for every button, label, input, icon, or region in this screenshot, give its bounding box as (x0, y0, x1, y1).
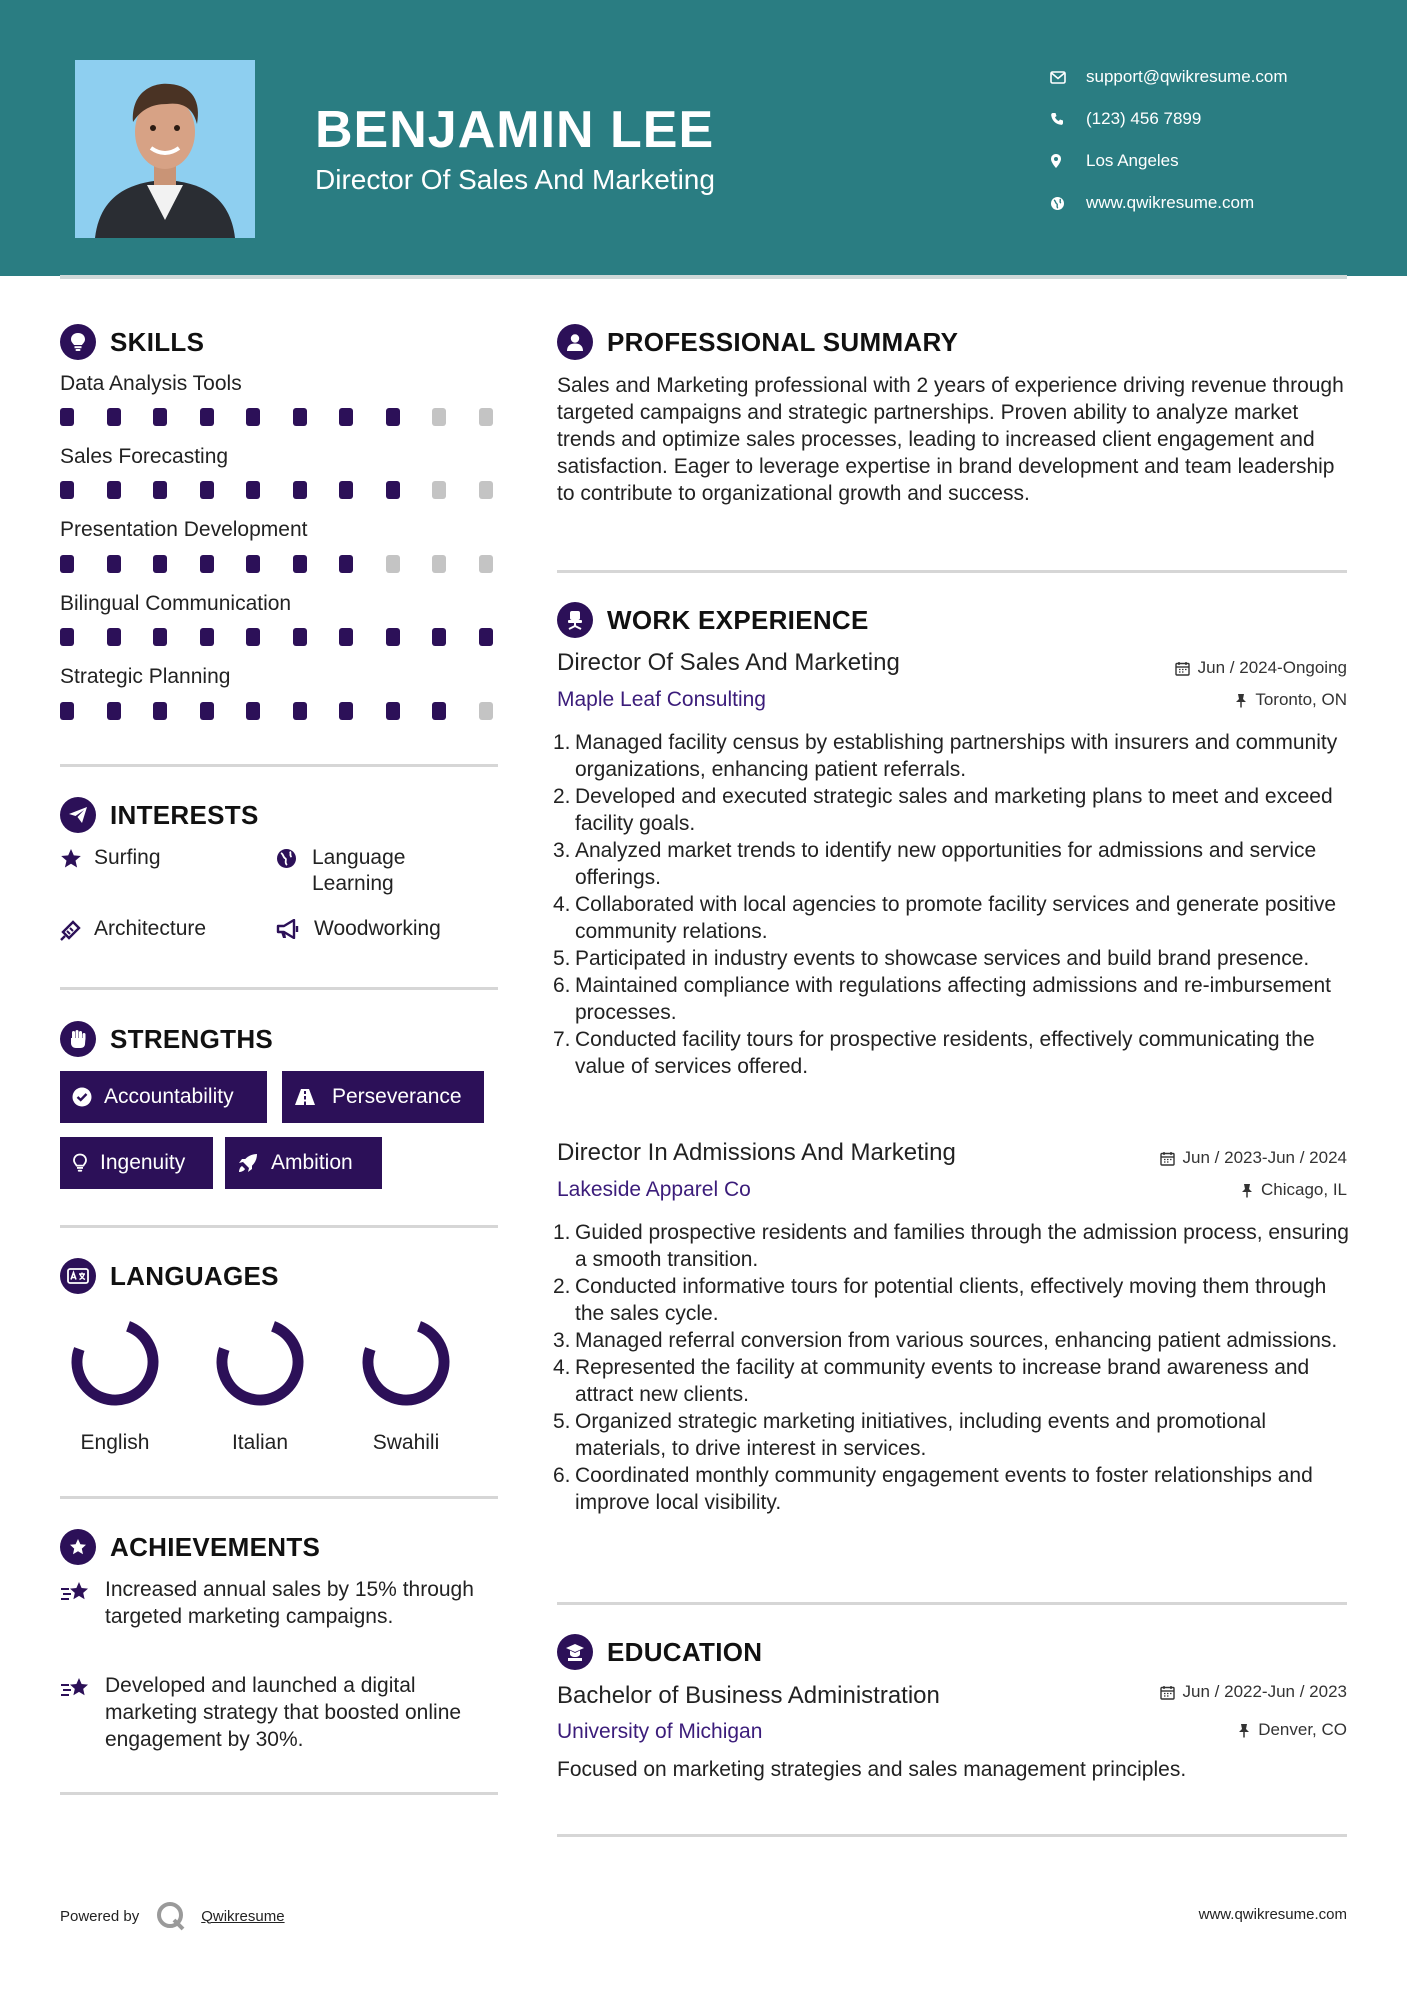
achievement-text: Increased annual sales by 15% through targeted marketing campaigns. (105, 1578, 474, 1628)
drafting-icon (60, 916, 94, 941)
contact-website-text: www.qwikresume.com (1086, 193, 1255, 212)
job-location (1235, 690, 1347, 710)
language-level-ring (60, 1312, 170, 1412)
education-location (1238, 1720, 1347, 1740)
skill-dot (339, 481, 353, 499)
contact-location (1050, 140, 1288, 182)
fist-icon (60, 1021, 96, 1057)
skill-dot (153, 481, 167, 499)
skill-dot (60, 408, 74, 426)
strengths-heading (60, 1021, 273, 1057)
contact-list (1050, 56, 1288, 224)
skill-dot (432, 481, 446, 499)
star-badge-icon (60, 1529, 96, 1565)
skill-dot (432, 555, 446, 573)
bullet-item: 5. Participated in industry events to showcase services and build brand presence. (553, 947, 1310, 970)
lightbulb-icon (60, 324, 96, 360)
education-dates-text: Jun / 2022-Jun / 2023 (1182, 1682, 1347, 1701)
summary-heading (557, 324, 958, 360)
bullet-text: Organized strategic marketing initiatives, including events and promotional materials, to drive interest in services. (575, 1410, 1267, 1460)
skill-dot (246, 555, 260, 573)
skill-dot (386, 408, 400, 426)
skill-dot (246, 408, 260, 426)
skill-dot (246, 628, 260, 646)
skill-dot (339, 555, 353, 573)
qwikresume-link[interactable]: Qwikresume (201, 1907, 285, 1925)
skill-dot (293, 702, 307, 720)
bullet-text: Guided prospective residents and families through the admission process, ensuring a smooth transition. (575, 1221, 1349, 1271)
bullet-text: Conducted facility tours for prospective residents, effectively communicating the value of services offered. (575, 1028, 1315, 1078)
bullet-item: 4. Collaborated with local agencies to promote facility services and generate positive community relations. (553, 893, 1337, 943)
calendar-icon (1160, 1151, 1175, 1166)
bullet-text: Maintained compliance with regulations affecting admissions and re-imbursement processes. (575, 974, 1331, 1024)
skill-rating (60, 702, 500, 720)
bullet-text: Participated in industry events to showcase services and build brand presence. (575, 947, 1310, 970)
skill-rating (60, 408, 500, 426)
globe-icon (1050, 196, 1086, 211)
skill-dot (339, 408, 353, 426)
experience-title: WORK EXPERIENCE (607, 604, 869, 635)
section-divider (557, 570, 1347, 573)
job-location (1241, 1180, 1347, 1200)
skill-rating (60, 555, 500, 573)
resume-header (0, 0, 1407, 276)
globe-icon (276, 845, 312, 869)
skill-dot (60, 702, 74, 720)
skill-dot (479, 702, 493, 720)
interests-heading (60, 797, 259, 833)
contact-website[interactable] (1050, 182, 1288, 224)
skill-dot (153, 702, 167, 720)
interest-item (276, 916, 441, 942)
summary-title: PROFESSIONAL SUMMARY (607, 326, 959, 357)
section-divider (60, 987, 498, 990)
skill-dot (153, 628, 167, 646)
strength-badge (60, 1137, 213, 1189)
skill-dot (246, 481, 260, 499)
calendar-icon (1175, 661, 1190, 676)
skill-dot (386, 628, 400, 646)
skill-dot (200, 555, 214, 573)
skill-dot (153, 555, 167, 573)
skill-dot (293, 555, 307, 573)
bullet-item: 3. Managed referral conversion from various sources, enhancing patient admissions. (553, 1329, 1338, 1352)
languages-title: LANGUAGES (110, 1260, 279, 1291)
language-level-arc (77, 1326, 153, 1400)
job-dates-text: Jun / 2023-Jun / 2024 (1182, 1148, 1347, 1167)
check-circle-icon (72, 1087, 92, 1107)
skill-dot (107, 481, 121, 499)
strengths-title: STRENGTHS (110, 1023, 274, 1054)
interest-item (60, 845, 161, 871)
achievement-text: Developed and launched a digital marketing strategy that boosted online engagement by 30%. (105, 1674, 462, 1751)
skill-dot (293, 408, 307, 426)
calendar-icon (1160, 1685, 1175, 1700)
interests-title: INTERESTS (110, 799, 259, 830)
bullet-text: Collaborated with local agencies to promote facility services and generate positive community relations. (575, 893, 1337, 943)
shooting-star-icon (60, 1672, 105, 1753)
bullet-item: 3. Analyzed market trends to identify new opportunities for admissions and service offerings. (553, 839, 1317, 889)
shooting-star-icon (60, 1576, 105, 1630)
bullet-item: 2. Conducted informative tours for potential clients, effectively moving them through the sales cycle. (553, 1275, 1327, 1325)
skill-dot (200, 702, 214, 720)
job-location-text: Toronto, ON (1255, 690, 1347, 709)
user-icon (557, 324, 593, 360)
skill-dot (339, 702, 353, 720)
interest-label: Architecture (94, 917, 207, 940)
skill-name: Data Analysis Tools (60, 372, 242, 395)
education-dates (1160, 1682, 1347, 1702)
bullet-item: 6. Coordinated monthly community engagement events to foster relationships and improve local visibility. (553, 1464, 1313, 1514)
section-divider (557, 1834, 1347, 1837)
experience-heading (557, 602, 869, 638)
candidate-name: BENJAMIN LEE (315, 101, 715, 159)
skill-name: Presentation Development (60, 518, 308, 541)
skills-title: SKILLS (110, 326, 205, 357)
bullet-text: Analyzed market trends to identify new opportunities for admissions and service offerings. (575, 839, 1317, 889)
skill-dot (339, 628, 353, 646)
strength-label: Ambition (271, 1151, 353, 1174)
skill-dot (432, 628, 446, 646)
interest-item (276, 845, 476, 897)
achievement-item (60, 1672, 500, 1753)
skill-rating (60, 628, 500, 646)
achievements-title: ACHIEVEMENTS (110, 1531, 321, 1562)
bullet-item: 5. Organized strategic marketing initiatives, including events and promotional materials, to drive interest in services. (553, 1410, 1267, 1460)
job-title: Director Of Sales And Marketing (557, 649, 900, 676)
skill-dot (107, 555, 121, 573)
skill-dot (386, 555, 400, 573)
qwikresume-logo-icon (155, 1900, 187, 1932)
bullet-item: 1. Managed facility census by establishing partnerships with insurers and community organizations, enhancing patient referrals. (553, 731, 1338, 781)
skill-name: Sales Forecasting (60, 445, 229, 468)
bullet-item: 1. Guided prospective residents and families through the admission process, ensuring a smooth transition. (553, 1221, 1349, 1271)
skill-dot (479, 481, 493, 499)
contact-location-text: Los Angeles (1086, 151, 1179, 170)
school-name: University of Michigan (557, 1720, 763, 1743)
pushpin-icon (1238, 1723, 1250, 1738)
skill-dot (60, 555, 74, 573)
skill-dot (432, 702, 446, 720)
strength-badge (282, 1071, 484, 1123)
office-chair-icon (557, 602, 593, 638)
star-icon (60, 845, 94, 869)
skill-name: Strategic Planning (60, 665, 231, 688)
contact-email-text: support@qwikresume.com (1086, 67, 1288, 86)
job-dates (1160, 1148, 1347, 1168)
language-icon (60, 1258, 96, 1294)
header-divider (60, 275, 1347, 279)
strength-label: Ingenuity (100, 1151, 186, 1174)
education-description: Focused on marketing strategies and sales management principles. (557, 1758, 1187, 1781)
bullet-text: Managed referral conversion from various sources, enhancing patient admissions. (575, 1329, 1338, 1352)
language-name: English (80, 1431, 150, 1454)
skill-dot (60, 481, 74, 499)
skill-dot (479, 555, 493, 573)
degree-title: Bachelor of Business Administration (557, 1682, 940, 1709)
section-divider (60, 1496, 498, 1499)
language-item (351, 1312, 461, 1455)
skill-dot (107, 628, 121, 646)
education-heading (557, 1634, 762, 1670)
skill-dot (386, 702, 400, 720)
powered-by-text: Powered by (60, 1907, 140, 1925)
section-divider (60, 1225, 498, 1228)
section-divider (60, 1792, 498, 1795)
skill-rating (60, 481, 500, 499)
footer-url[interactable]: www.qwikresume.com (1198, 1906, 1347, 1923)
skill-dot (107, 408, 121, 426)
language-item (60, 1312, 170, 1455)
skill-dot (293, 628, 307, 646)
contact-phone[interactable] (1050, 98, 1288, 140)
megaphone-icon (276, 916, 314, 939)
job-dates (1175, 658, 1347, 678)
section-divider (60, 764, 498, 767)
pushpin-icon (1235, 693, 1247, 708)
bullet-text: Conducted informative tours for potential clients, effectively moving them through the sales cycle. (575, 1275, 1327, 1325)
skill-name: Bilingual Communication (60, 592, 292, 615)
bullet-text: Developed and executed strategic sales and marketing plans to meet and exceed facility goals. (575, 785, 1333, 835)
language-name: Italian (231, 1431, 289, 1454)
paper-plane-icon (60, 797, 96, 833)
skills-heading (60, 324, 204, 360)
interest-label: Woodworking (314, 917, 441, 940)
road-icon (294, 1088, 316, 1106)
pushpin-icon (1241, 1183, 1253, 1198)
skill-dot (293, 481, 307, 499)
strength-badge (225, 1137, 382, 1189)
language-level-ring (351, 1312, 461, 1412)
section-divider (557, 1602, 1347, 1605)
skill-dot (153, 408, 167, 426)
phone-icon (1050, 112, 1086, 126)
job-bullets (553, 1219, 1357, 1516)
bullet-item: 4. Represented the facility at community events to increase brand awareness and attract new clients. (553, 1356, 1310, 1406)
strength-label: Accountability (104, 1085, 234, 1108)
achievements-heading (60, 1529, 320, 1565)
skill-dot (200, 481, 214, 499)
skill-dot (479, 628, 493, 646)
skill-dot (107, 702, 121, 720)
skill-dot (432, 408, 446, 426)
company-name: Maple Leaf Consulting (557, 688, 766, 711)
skill-dot (200, 408, 214, 426)
education-title: EDUCATION (607, 1636, 763, 1667)
language-level-ring (205, 1312, 315, 1412)
contact-email[interactable] (1050, 56, 1288, 98)
skill-dot (60, 628, 74, 646)
location-pin-icon (1050, 153, 1086, 169)
languages-heading (60, 1258, 279, 1294)
footer-powered-by (60, 1900, 285, 1932)
graduate-icon (557, 1634, 593, 1670)
interest-label: Surfing (94, 846, 161, 869)
profile-photo (75, 60, 255, 238)
candidate-title: Director Of Sales And Marketing (315, 164, 715, 195)
skill-dot (386, 481, 400, 499)
job-dates-text: Jun / 2024-Ongoing (1197, 658, 1347, 677)
language-level-arc (222, 1326, 298, 1400)
bullet-item: 7. Conducted facility tours for prospective residents, effectively communicating the value of services offered. (553, 1028, 1315, 1078)
achievement-item (60, 1576, 500, 1630)
bullet-item: 6. Maintained compliance with regulations affecting admissions and re-imbursement processes. (553, 974, 1331, 1024)
skill-dot (246, 702, 260, 720)
language-item (205, 1312, 315, 1455)
education-location-text: Denver, CO (1258, 1720, 1347, 1739)
lightbulb-icon (72, 1153, 88, 1173)
skill-dot (479, 408, 493, 426)
job-bullets (553, 729, 1357, 1080)
skill-dot (200, 628, 214, 646)
company-name: Lakeside Apparel Co (557, 1178, 751, 1201)
rocket-icon (237, 1152, 259, 1174)
envelope-icon (1050, 71, 1086, 84)
strength-badge (60, 1071, 267, 1123)
contact-phone-text: (123) 456 7899 (1086, 109, 1202, 128)
job-location-text: Chicago, IL (1261, 1180, 1347, 1199)
job-title: Director In Admissions And Marketing (557, 1139, 956, 1166)
bullet-text: Coordinated monthly community engagement events to foster relationships and improve local visibility. (575, 1464, 1313, 1514)
language-level-arc (368, 1326, 444, 1400)
summary-text: Sales and Marketing professional with 2 years of experience driving revenue through targeted campaigns and strategic partnerships. Proven ability to analyze market trends and optimize sales processes, leading to increased client engagement and satisfaction. Eager to leverage expertise in brand development and team leadership to contribute to organizational growth and success. (557, 374, 1344, 505)
strength-label: Perseverance (332, 1085, 462, 1108)
bullet-text: Managed facility census by establishing partnerships with insurers and community organizations, enhancing patient referrals. (575, 731, 1338, 781)
bullet-item: 2. Developed and executed strategic sales and marketing plans to meet and exceed facility goals. (553, 785, 1333, 835)
interest-item (60, 916, 206, 942)
interest-label: Language Learning (312, 846, 406, 895)
bullet-text: Represented the facility at community events to increase brand awareness and attract new clients. (575, 1356, 1310, 1406)
language-name: Swahili (372, 1431, 440, 1454)
